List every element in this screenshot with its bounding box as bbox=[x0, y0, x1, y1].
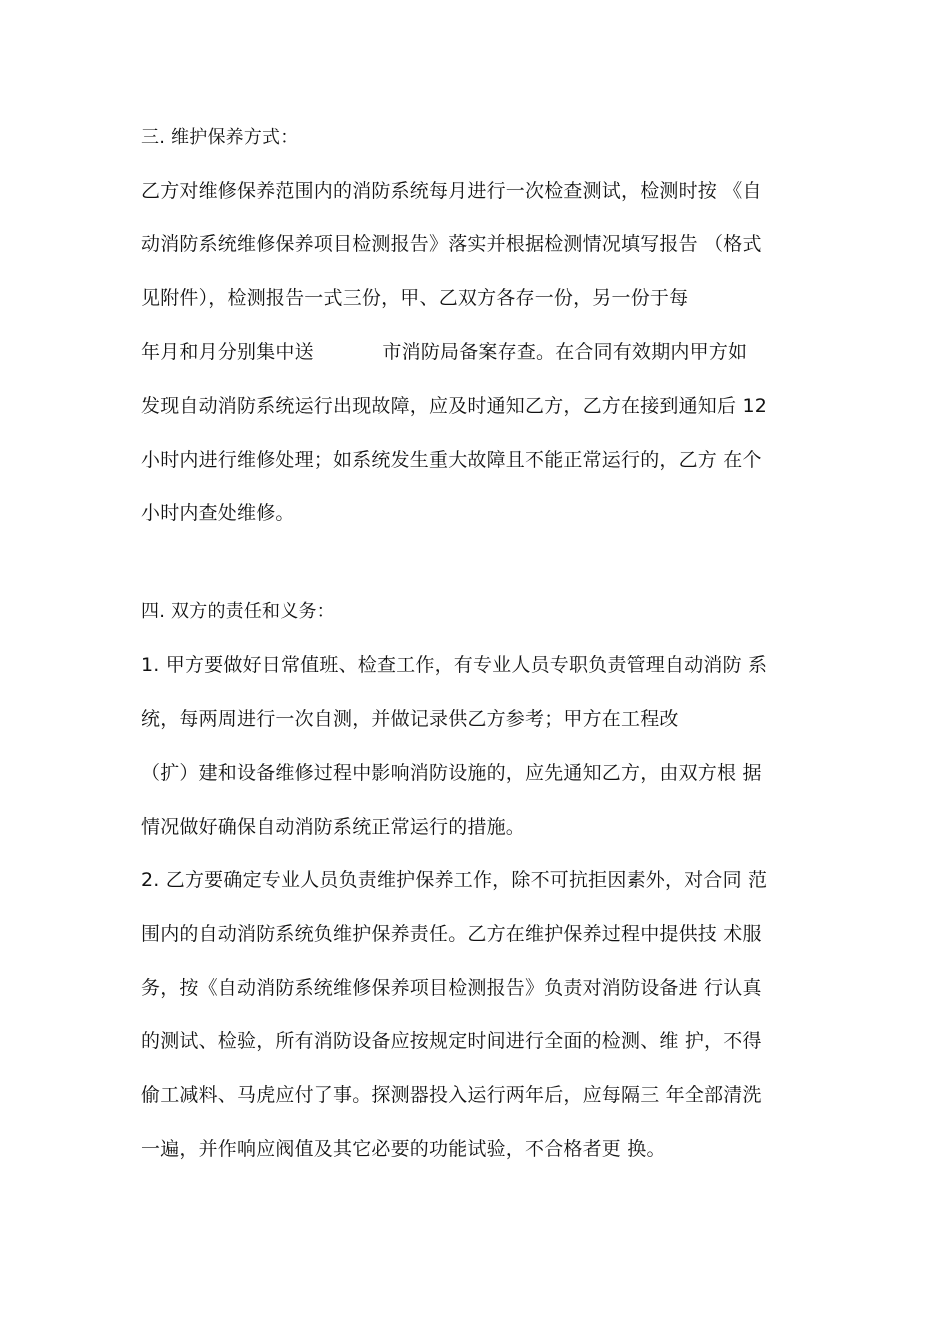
paragraph-line: 动消防系统维修保养项目检测报告》落实并根据检测情况填写报告 （格式 bbox=[141, 233, 762, 255]
paragraph-line: 统，每两周进行一次自测，并做记录供乙方参考；甲方在工程改 bbox=[141, 708, 679, 730]
paragraph-line: 务，按《自动消防系统维修保养项目检测报告》负责对消防设备进 行认真 bbox=[141, 977, 762, 999]
paragraph-line: 小时内查处维修。 bbox=[141, 502, 295, 524]
paragraph-line: 1. 甲方要做好日常值班、检查工作，有专业人员专职负责管理自动消防 系 bbox=[141, 654, 768, 676]
section-4-heading: 四. 双方的责任和义务： bbox=[141, 601, 335, 622]
paragraph-line: 小时内进行维修处理；如系统发生重大故障且不能正常运行的，乙方 在个 bbox=[141, 449, 762, 471]
paragraph-line: （扩）建和设备维修过程中影响消防设施的，应先通知乙方，由双方根 据 bbox=[141, 762, 762, 784]
paragraph-line: 乙方对维修保养范围内的消防系统每月进行一次检查测试，检测时按 《自 bbox=[141, 180, 762, 202]
paragraph-line: 偷工减料、马虎应付了事。探测器投入运行两年后，应每隔三 年全部清洗 bbox=[141, 1084, 762, 1106]
paragraph-line: 情况做好确保自动消防系统正常运行的措施。 bbox=[141, 816, 526, 838]
paragraph-line: 一遍，并作响应阀值及其它必要的功能试验，不合格者更 换。 bbox=[141, 1138, 666, 1160]
section-3-heading: 三. 维护保养方式： bbox=[141, 127, 299, 148]
paragraph-line: 见附件），检测报告一式三份，甲、乙双方各存一份，另一份于每 bbox=[141, 287, 689, 309]
paragraph-line: 围内的自动消防系统负维护保养责任。乙方在维护保养过程中提供技 术服 bbox=[141, 923, 762, 945]
paragraph-line: 年月和月分别集中送 市消防局备案存查。在合同有效期内甲方如 bbox=[141, 341, 748, 363]
paragraph-line: 的测试、检验，所有消防设备应按规定时间进行全面的检测、维 护，不得 bbox=[141, 1030, 762, 1052]
paragraph-line: 发现自动消防系统运行出现故障，应及时通知乙方，乙方在接到通知后 12 bbox=[141, 395, 768, 417]
paragraph-line: 2. 乙方要确定专业人员负责维护保养工作，除不可抗拒因素外，对合同 范 bbox=[141, 869, 768, 891]
